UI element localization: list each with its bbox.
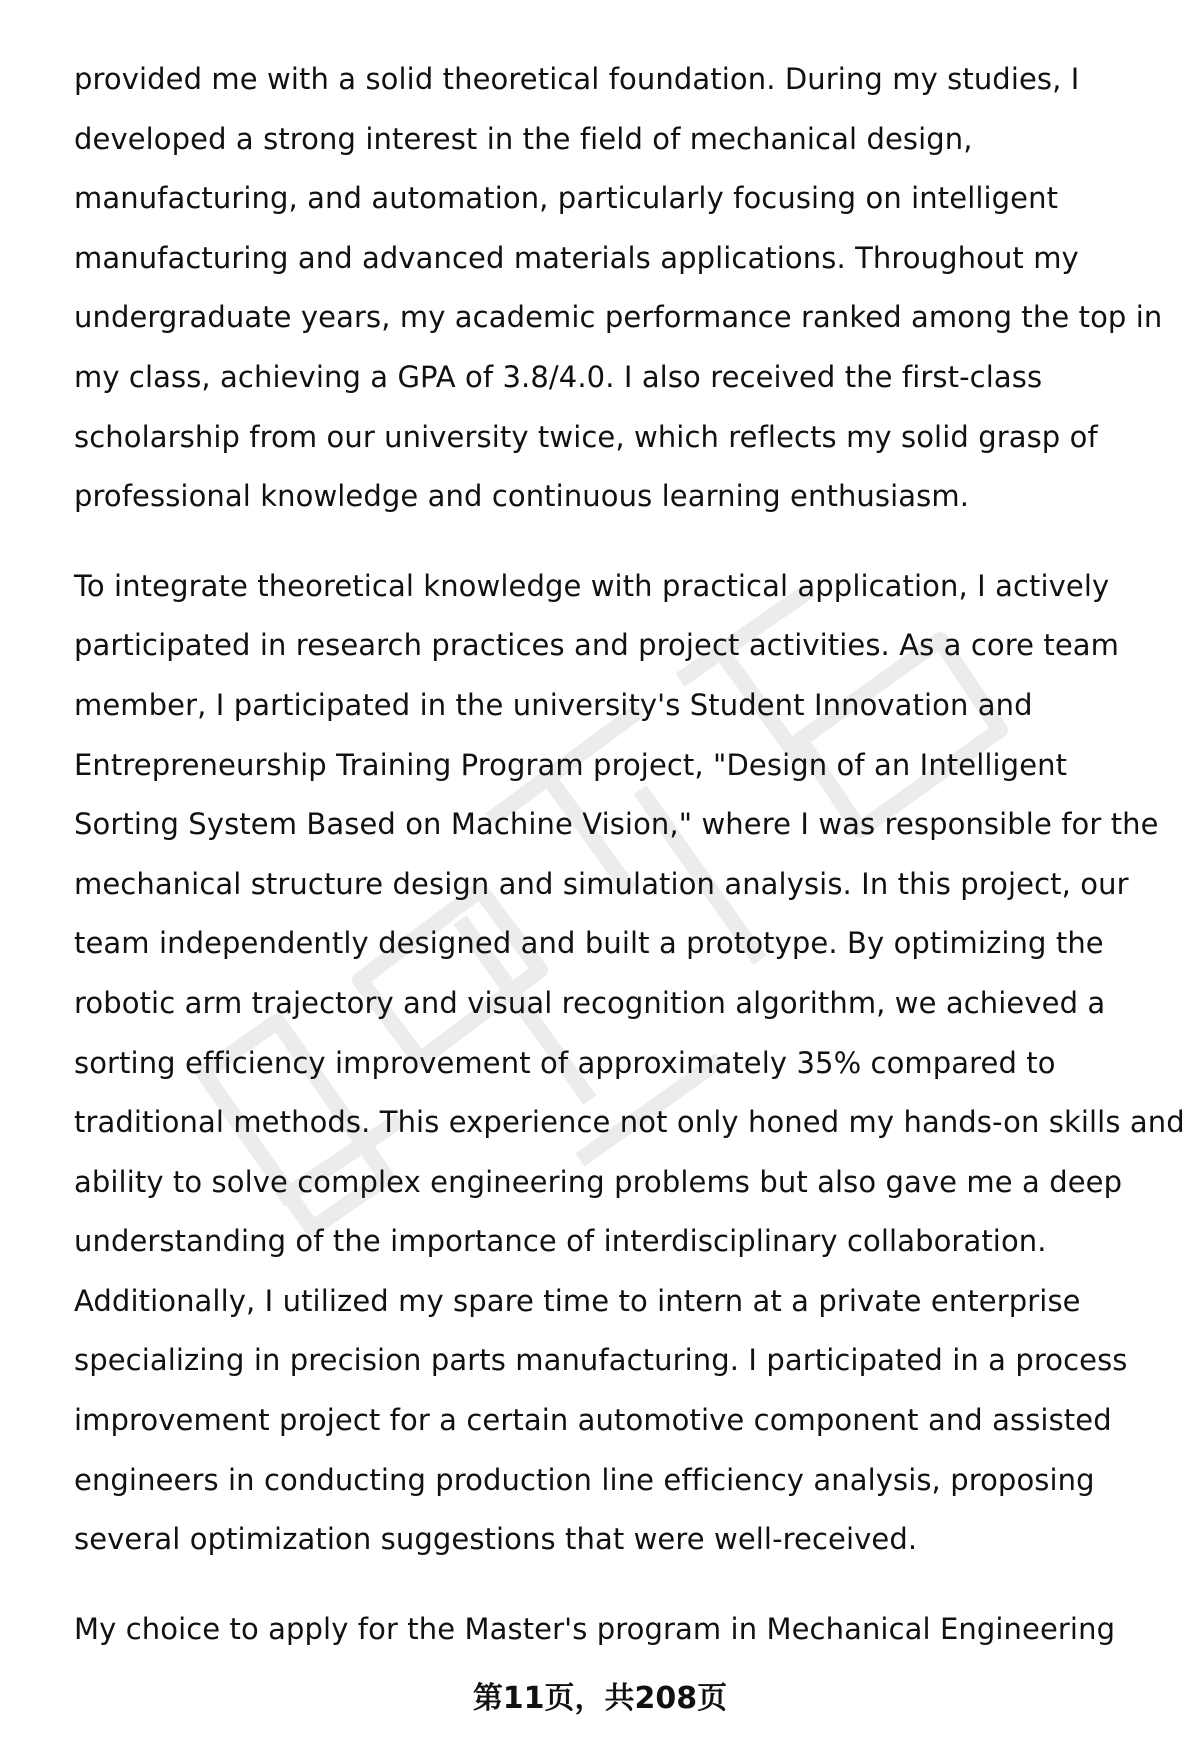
text-line: To integrate theoretical knowledge with practical application, I actively [74,568,1110,603]
text-line: mechanical structure design and simulation analysis. In this project, our [74,866,1129,901]
text-line: developed a strong interest in the field of mechanical design, [74,121,973,156]
text-line: sorting efficiency improvement of approximately 35% compared to [74,1045,1056,1080]
text-line: Additionally, I utilized my spare time to intern at a private enterprise [74,1283,1081,1318]
text-line: manufacturing, and automation, particularly focusing on intelligent [74,181,1059,216]
text-line: Entrepreneurship Training Program project, "Design of an Intelligent [74,747,1068,782]
text-line: improvement project for a certain automotive component and assisted [74,1403,1112,1438]
text-line: Sorting System Based on Machine Vision," where I was responsible for the [74,807,1159,842]
text-line: scholarship from our university twice, which reflects my solid grasp of [74,419,1098,454]
text-line: traditional methods. This experience not only honed my hands-on skills and [74,1105,1185,1140]
text-line: team independently designed and built a prototype. By optimizing the [74,926,1104,961]
paragraph-3 [74,1600,1164,1660]
text-line: member, I participated in the university's Student Innovation and [74,687,1033,722]
document-body [74,50,1185,1659]
text-line: provided me with a solid theoretical foundation. During my studies, I [74,62,1080,96]
text-line: specializing in precision parts manufacturing. I participated in a process [74,1343,1128,1378]
page-number-footer: 第11页，共208页 [472,1681,728,1716]
text-line: robotic arm trajectory and visual recognition algorithm, we achieved a [74,985,1106,1020]
text-line: engineers in conducting production line efficiency analysis, proposing [74,1462,1095,1497]
text-line: My choice to apply for the Master's program in Mechanical Engineering [74,1611,1116,1646]
text-line: several optimization suggestions that were well-received. [74,1522,918,1557]
paragraph-2 [74,557,1185,1570]
text-line: undergraduate years, my academic performance ranked among the top in [74,300,1163,335]
paragraph-1 [74,50,1164,527]
text-line: participated in research practices and project activities. As a core team [74,628,1120,663]
text-line: manufacturing and advanced materials applications. Throughout my [74,240,1079,275]
text-line: my class, achieving a GPA of 3.8/4.0. I also received the first-class [74,359,1043,394]
text-line: understanding of the importance of interdisciplinary collaboration. [74,1224,1047,1259]
text-line: professional knowledge and continuous learning enthusiasm. [74,479,970,514]
text-line: ability to solve complex engineering problems but also gave me a deep [74,1164,1123,1199]
